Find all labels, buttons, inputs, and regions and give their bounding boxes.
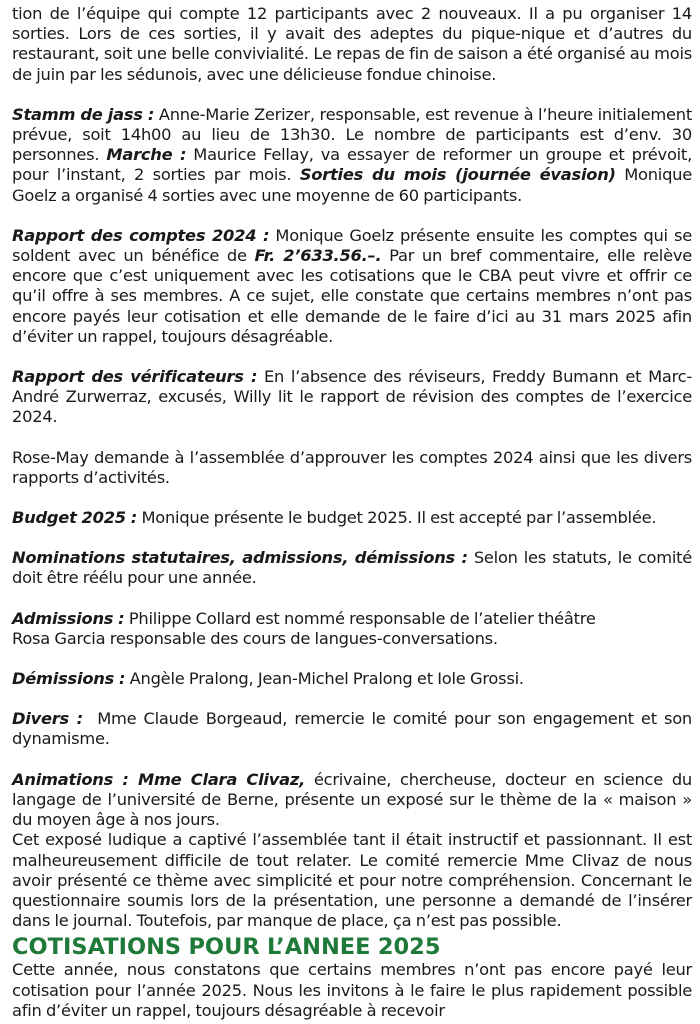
divers-label: Divers : — [12, 709, 83, 729]
verificateurs-label: Rapport des vérificateurs : — [12, 367, 258, 387]
comptes-text-1: Monique Goelz présente ensuite les comptes qui se soldent avec un bénéfice de — [12, 225, 693, 266]
verificateurs-text: En l’absence des réviseurs, Freddy Bumann et Marc-André Zurwerraz, excusés, Willy lit le rapport de révision des comptes de l’exercice 2024. — [12, 367, 693, 427]
document-page — [12, 4, 697, 1021]
cotisations-heading: COTISATIONS POUR L’ANNEE 2025 — [12, 934, 441, 961]
paragraph-animations-continued — [12, 830, 692, 931]
animations-text-1: écrivaine, chercheuse, docteur en science du langage de l’université de Berne, présente un exposé sur le thème de la « maison » du moyen âge à nos jours. — [12, 769, 692, 830]
animations-text-2: Cet exposé ludique a captivé l’assemblée tant il était instructif et passionnant. Il est malheureusement difficile de tout relater. Le comité remercie Mme Clivaz de nous avoir présenté ce thème avec simplicité et pour notre compréhension. Concernant le questionnaire soumis lors de la présentation, une personne a demandé de l’insérer dans le journal. Toutefois, par manque de place, ça n’est pas possible. — [12, 830, 692, 931]
divers-text: Mme Claude Borgeaud, remercie le comité pour son engagement et son dynamisme. — [12, 709, 697, 749]
comptes-amount: Fr. 2’633.56.–. — [254, 246, 382, 266]
paragraph-verificateurs — [12, 367, 692, 428]
budget-text: Monique présente le budget 2025. Il est accepté par l’assemblée. — [137, 508, 657, 528]
cotisations-section — [12, 934, 692, 1021]
sorties-text: Monique Goelz a organisé 4 sorties avec une moyenne de 60 participants. — [12, 165, 693, 205]
nominations-text: Selon les statuts, le comité doit être réélu pour une année. — [12, 548, 692, 588]
paragraph-comptes — [12, 226, 692, 347]
paragraph-demissions — [12, 669, 692, 689]
stamm-label: Stamm de jass : — [12, 104, 155, 124]
budget-label: Budget 2025 : — [12, 508, 138, 528]
paragraph-admissions — [12, 609, 692, 649]
nominations-label: Nominations statutaires, admissions, démissions : — [12, 548, 468, 568]
paragraph-rosemay — [12, 448, 692, 488]
cotisations-text: Cette année, nous constatons que certains membres n’ont pas encore payé leur cotisation pour l’année 2025. Nous les invitons à le faire le plus rapidement possible afin d’éviter un rappel, toujours désagréable à recevoir — [12, 960, 692, 1020]
animations-label: Animations : Mme Clara Clivaz, — [12, 769, 306, 789]
paragraph-stamm — [12, 105, 692, 206]
intro-text: tion de l’équipe qui compte 12 participants avec 2 nouveaux. Il a pu organiser 14 sorties. Lors de ces sorties, il y avait des adeptes du pique-nique et d’autres du restaurant, soit une belle convivialité. Le repas de fin de saison a été organisé au mois de juin par les sédunois, avec une délicieuse fondue chinoise. — [12, 4, 692, 84]
stamm-text: Anne-Marie Zerizer, responsable, est revenue à l’heure initialement prévue, soit 14h00 au lieu de 13h30. Le nombre de participants est d’env. 30 personnes. — [12, 104, 693, 165]
admissions-line-1: Philippe Collard est nommé responsable de l’atelier théâtre — [124, 608, 596, 628]
paragraph-budget — [12, 508, 692, 528]
demissions-text: Angèle Pralong, Jean-Michel Pralong et Iole Grossi. — [125, 669, 524, 689]
admissions-label: Admissions : — [12, 608, 125, 628]
marche-text: Maurice Fellay, va essayer de reformer un groupe et prévoit, pour l’instant, 2 sorties par mois. — [12, 145, 692, 185]
demissions-label: Démissions : — [12, 669, 126, 689]
sorties-label: Sorties du mois (journée évasion) — [299, 165, 616, 185]
paragraph-intro — [12, 4, 692, 85]
paragraph-nominations — [12, 548, 692, 588]
rosemay-text: Rose-May demande à l’assemblée d’approuver les comptes 2024 ainsi que les divers rapports d’activités. — [12, 447, 692, 487]
paragraph-divers — [12, 709, 697, 749]
marche-label: Marche : — [106, 145, 187, 165]
paragraph-animations — [12, 770, 692, 831]
comptes-text-2: Par un bref commentaire, elle relève encore que c’est uniquement avec les cotisations que le CBA peut vivre et offrir ce qu’il offre à ses membres. A ce sujet, elle constate que certains membres n’ont pas encore payés leur cotisation et elle demande de le faire d’ici au 31 mars 2025 afin d’éviter un rappel, toujours désagréable. — [12, 246, 692, 346]
admissions-line-2: Rosa Garcia responsable des cours de langues-conversations. — [12, 628, 498, 648]
comptes-label: Rapport des comptes 2024 : — [12, 225, 270, 245]
